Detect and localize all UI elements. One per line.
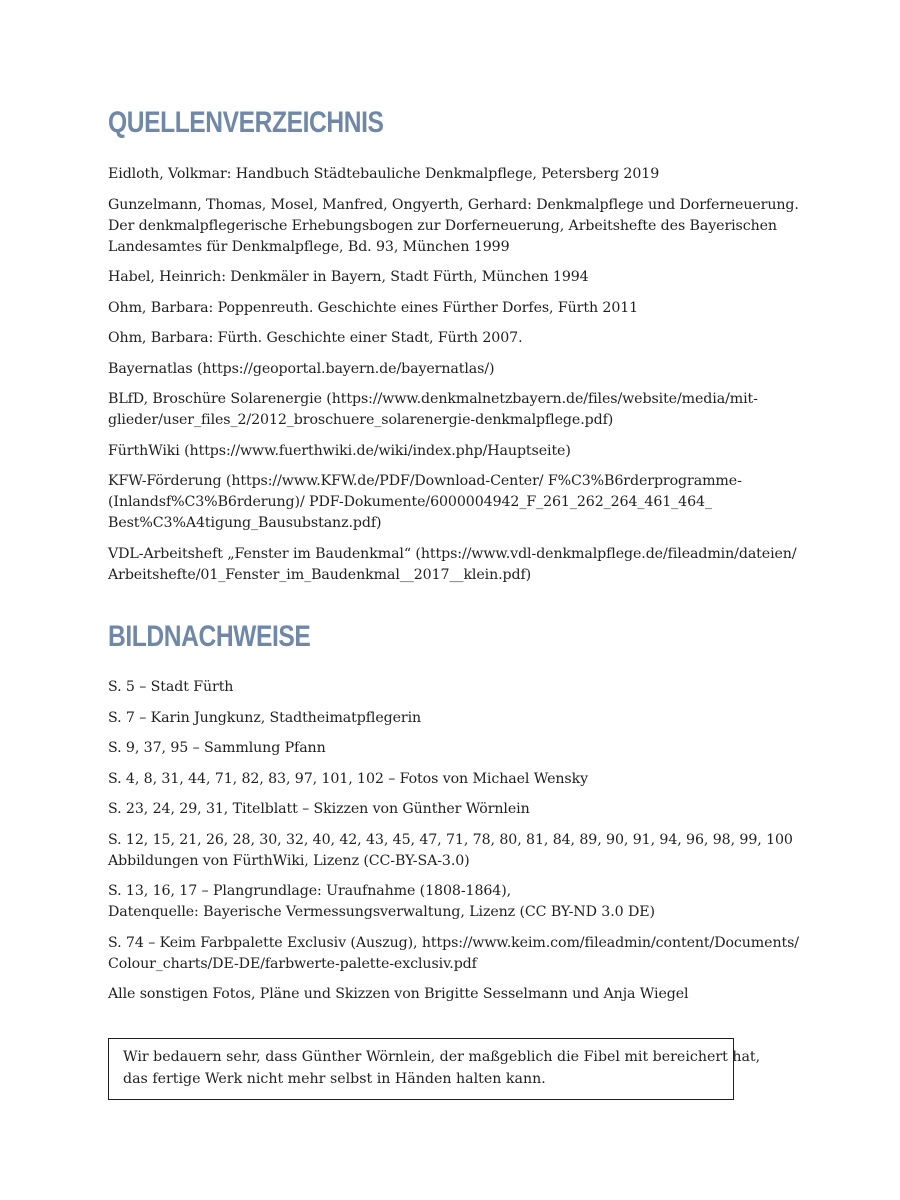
source-entry-line: Der denkmalpflegerische Erhebungsbogen zur Dorferneuerung, Arbeitshefte des Bayerischen	[108, 217, 777, 234]
source-entry-line: VDL-Arbeitsheft „Fenster im Baudenkmal“ (https://www.vdl-denkmalpflege.de/fileadmin/dateien/	[108, 545, 797, 562]
source-entry-line: Habel, Heinrich: Denkmäler in Bayern, Stadt Fürth, München 1994	[108, 269, 589, 285]
source-entry	[108, 359, 808, 380]
credit-entry-line: Datenquelle: Bayerische Vermessungsverwaltung, Lizenz (CC BY-ND 3.0 DE)	[108, 904, 655, 920]
source-entry	[108, 267, 808, 288]
credit-entry-line: S. 74 – Keim Farbpalette Exclusiv (Auszug), https://www.keim.com/fileadmin/content/Documents/	[108, 934, 799, 951]
source-entry-line: Ohm, Barbara: Fürth. Geschichte einer Stadt, Fürth 2007.	[108, 330, 523, 346]
source-entry-line: Arbeitshefte/01_Fenster_im_Baudenkmal__2017__klein.pdf)	[108, 566, 532, 583]
source-entry	[108, 471, 808, 534]
credit-entry	[108, 984, 808, 1005]
source-entry-line: Bayernatlas (https://geoportal.bayern.de/bayernatlas/)	[108, 360, 495, 377]
credit-entry	[108, 830, 808, 872]
sources-heading: QUELLENVERZEICHNIS	[108, 106, 384, 139]
source-entry	[108, 389, 808, 431]
credit-entry-line: S. 13, 16, 17 – Plangrundlage: Uraufnahme (1808-1864),	[108, 883, 512, 899]
credit-entry	[108, 881, 808, 923]
source-entry-line: Best%C3%A4tigung_Bausubstanz.pdf)	[108, 515, 382, 531]
credit-entry-line: S. 23, 24, 29, 31, Titelblatt – Skizzen von Günther Wörnlein	[108, 801, 530, 817]
source-entry-line: KFW-Förderung (https://www.KFW.de/PDF/Download-Center/ F%C3%B6rderprogramme-	[108, 473, 742, 489]
source-entry	[108, 328, 808, 349]
source-entry-line: Landesamtes für Denkmalpflege, Bd. 93, München 1999	[108, 238, 510, 255]
source-entry-line: glieder/user_files_2/2012_broschuere_solarenergie-denkmalpflege.pdf)	[108, 412, 614, 428]
source-entry	[108, 441, 808, 462]
source-entry-line: Ohm, Barbara: Poppenreuth. Geschichte eines Fürther Dorfes, Fürth 2011	[108, 299, 639, 316]
source-entry-line: Eidloth, Volkmar: Handbuch Städtebauliche Denkmalpflege, Petersberg 2019	[108, 166, 660, 182]
credits-list	[108, 677, 808, 1015]
credit-entry	[108, 677, 808, 698]
credit-entry-line: Abbildungen von FürthWiki, Lizenz (CC-BY-SA-3.0)	[108, 852, 470, 869]
credit-entry-line: S. 5 – Stadt Fürth	[108, 679, 234, 695]
credit-entry-line: S. 4, 8, 31, 44, 71, 82, 83, 97, 101, 102 – Fotos von Michael Wensky	[108, 770, 589, 787]
source-entry-line: FürthWiki (https://www.fuerthwiki.de/wiki/index.php/Hauptseite)	[108, 442, 571, 459]
source-entry	[108, 298, 808, 319]
memorial-note-box	[108, 1038, 761, 1100]
note-line: das fertige Werk nicht mehr selbst in Händen halten kann.	[123, 1070, 546, 1087]
credit-entry	[108, 738, 808, 759]
sources-list	[108, 164, 808, 595]
credit-entry-line: S. 7 – Karin Jungkunz, Stadtheimatpflegerin	[108, 709, 422, 726]
credit-entry	[108, 799, 808, 820]
credit-entry-line: Colour_charts/DE-DE/farbwerte-palette-exclusiv.pdf	[108, 955, 477, 972]
source-entry-line: Gunzelmann, Thomas, Mosel, Manfred, Ongyerth, Gerhard: Denkmalpflege und Dorferneuerung.	[108, 196, 799, 213]
source-entry-line: (Inlandsf%C3%B6rderung)/ PDF-Dokumente/6000004942_F_261_262_264_461_464_	[108, 494, 712, 510]
source-entry-line: BLfD, Broschüre Solarenergie (https://www.denkmalnetzbayern.de/files/website/media/mit-	[108, 391, 758, 407]
credit-entry	[108, 708, 808, 729]
source-entry	[108, 164, 808, 185]
credit-entry-line: Alle sonstigen Fotos, Pläne und Skizzen von Brigitte Sesselmann und Anja Wiegel	[108, 986, 689, 1002]
credit-entry-line: S. 12, 15, 21, 26, 28, 30, 32, 40, 42, 43, 45, 47, 71, 78, 80, 81, 84, 89, 90, 91, 94, 96, 98, 99, 100	[108, 831, 793, 848]
credit-entry	[108, 769, 808, 790]
credit-entry-line: S. 9, 37, 95 – Sammlung Pfann	[108, 740, 326, 756]
credit-entry	[108, 933, 808, 975]
note-line: Wir bedauern sehr, dass Günther Wörnlein, der maßgeblich die Fibel mit bereichert hat,	[123, 1049, 761, 1065]
source-entry	[108, 544, 808, 586]
credits-heading: BILDNACHWEISE	[108, 620, 311, 653]
source-entry	[108, 195, 808, 258]
